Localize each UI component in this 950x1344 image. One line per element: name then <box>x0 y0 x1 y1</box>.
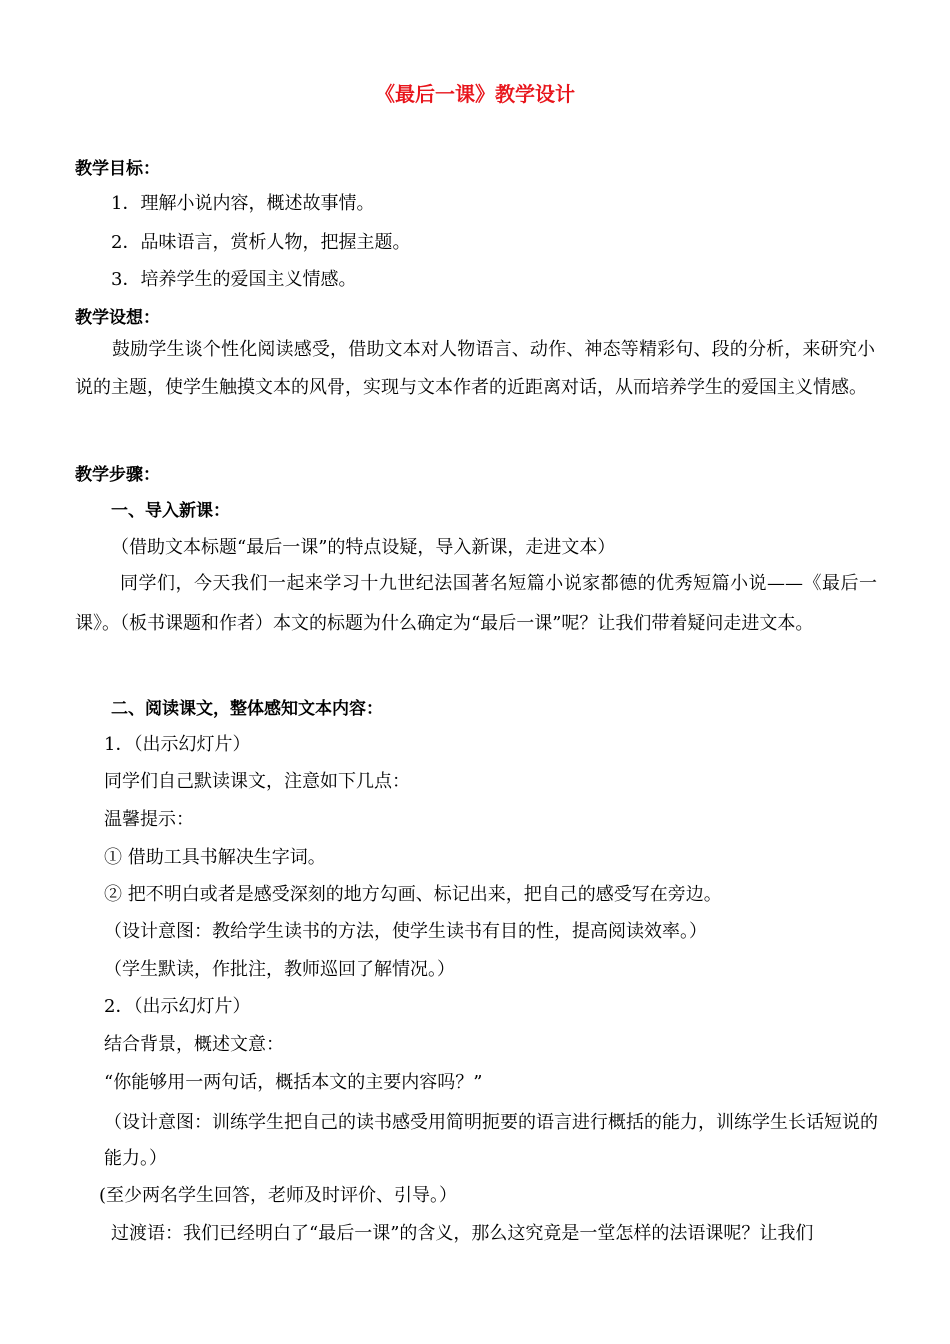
question-quote: “你能够用一两句话，概括本文的主要内容吗？” <box>104 1072 483 1093</box>
tip-2: ② 把不明白或者是感受深刻的地方勾画、标记出来，把自己的感受写在旁边。 <box>104 884 722 905</box>
student-activity-1: （学生默读，作批注，教师巡回了解情况。） <box>104 959 455 980</box>
goal-item-1: 1．理解小说内容，概述故事情。 <box>111 193 375 214</box>
transition-text: 过渡语：我们已经明白了“最后一课”的含义，那么这究竟是一堂怎样的法语课呢？让我们 <box>111 1223 814 1244</box>
step-2-item-2: 2．（出示幻灯片） <box>104 996 251 1017</box>
design-intent-1: （设计意图：教给学生读书的方法，使学生读书有目的性，提高阅读效率。） <box>104 921 707 942</box>
tips-label: 温馨提示： <box>104 809 194 830</box>
step-2-heading: 二、阅读课文，整体感知文本内容： <box>111 699 383 719</box>
step-1-heading: 一、导入新课： <box>111 501 230 521</box>
summary-prompt: 结合背景，概述文意： <box>104 1034 284 1055</box>
tip-1: ① 借助工具书解决生字词。 <box>104 847 326 868</box>
step-1-note: （借助文本标题“最后一课”的特点设疑，导入新课，走进文本） <box>111 537 616 558</box>
concept-heading: 教学设想： <box>75 308 160 328</box>
goals-heading: 教学目标： <box>75 159 160 179</box>
design-intent-2: （设计意图：训练学生把自己的读书感受用简明扼要的语言进行概括的能力，训练学生长话短说的能力。） <box>104 1112 878 1169</box>
concept-paragraph: 鼓励学生谈个性化阅读感受，借助文本对人物语言、动作、神态等精彩句、段的分析，来研究小说的主题，使学生触摸文本的风骨，实现与文本作者的近距离对话，从而培养学生的爱国主义情感。 <box>75 339 875 398</box>
step-1-paragraph: 同学们，今天我们一起来学习十九世纪法国著名短篇小说家都德的优秀短篇小说——《最后一课》。（板书课题和作者）本文的标题为什么确定为“最后一课”呢？让我们带着疑问走进文本。 <box>75 573 877 634</box>
goal-item-2: 2．品味语言，赏析人物，把握主题。 <box>111 232 411 253</box>
steps-heading: 教学步骤： <box>75 465 160 485</box>
step-2-instruction: 同学们自己默读课文，注意如下几点： <box>104 771 410 792</box>
student-activity-2: (至少两名学生回答，老师及时评价、引导。） <box>99 1185 458 1206</box>
step-2-item-1: 1．（出示幻灯片） <box>104 734 251 755</box>
goal-item-3: 3．培养学生的爱国主义情感。 <box>111 269 357 290</box>
document-title: 《最后一课》教学设计 <box>375 82 575 106</box>
